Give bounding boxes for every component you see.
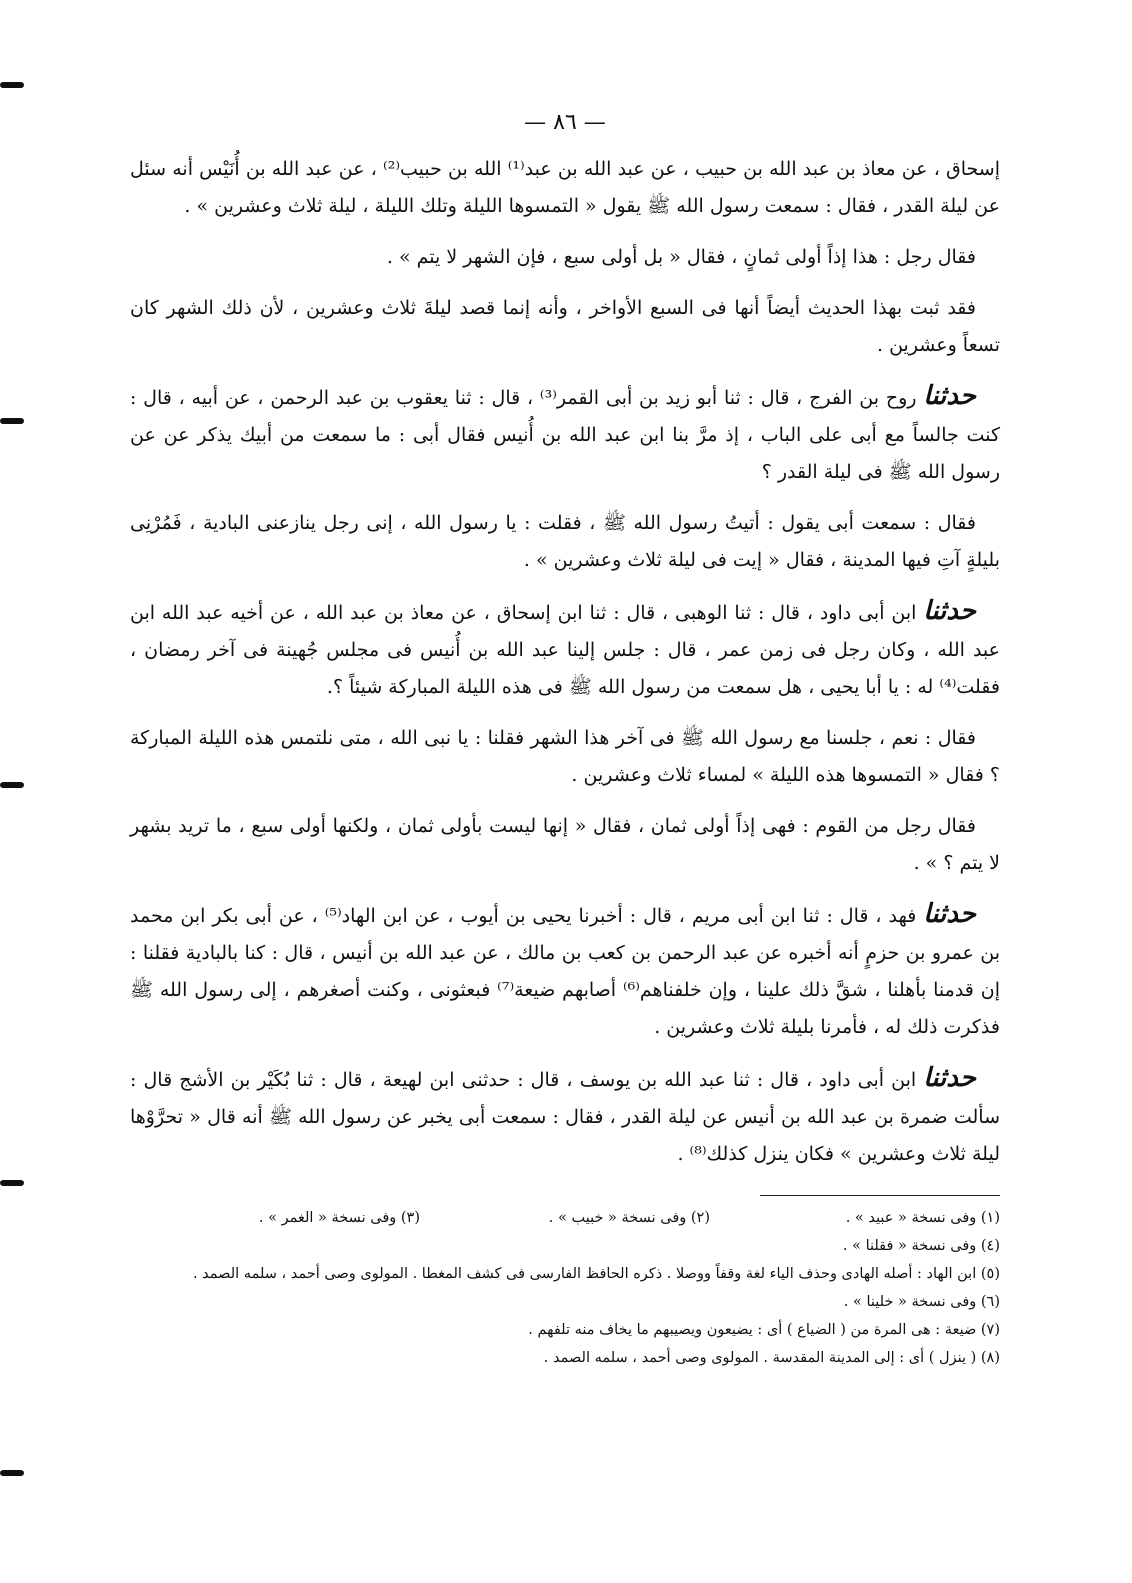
hadith-lead-word: حدثنا: [923, 1063, 976, 1093]
page-edge-mark: [0, 1470, 24, 1476]
paragraph: [130, 151, 1000, 225]
footnote-5: (٥) ابن الهاد : أصله الهادى وحذف الياء لغة وقفاً ووصلا . ذكره الحافظ الفارسى فى كشف المغطا . المولوى وصى أحمد ، سلمه الصمد .: [192, 1266, 1000, 1282]
footnote-8: (٨) ( ينزل ) أى : إلى المدينة المقدسة . المولوى وصى أحمد ، سلمه الصمد .: [543, 1350, 1000, 1366]
paragraph-text: فقد ثبت بهذا الحديث أيضاً أنها فى السبع الأواخر ، وأنه إنما قصد ليلةَ ثلاث وعشرين ، لأن ذلك الشهر كان تسعاً وعشرين .: [130, 297, 1000, 356]
paragraph-text: فقال : سمعت أبى يقول : أتيتُ رسول الله ﷺ ، فقلت : يا رسول الله ، إنى رجل ينازعنى البادية ، فَمُرْنِى بليلةٍ آتِ فيها المدينة ، فقال « إيت فى ليلة ثلاث وعشرين » .: [130, 512, 1000, 571]
page-edge-mark: [0, 782, 24, 788]
paragraph-text: روح بن الفرج ، قال : ثنا أبو زيد بن أبى القمر⁽³⁾ ، قال : ثنا يعقوب بن عبد الرحمن ، عن أبيه ، قال : كنت جالساً مع أبى على الباب ، إذ مرَّ بنا ابن عبد الله بن أُنيس فقال أبى : ما سمعت من أبيك يذكر عن عن رسول الله ﷺ فى ليلة القدر ؟: [130, 387, 1000, 483]
paragraph: [130, 593, 1000, 706]
footnote-7: (٧) ضيعة : هى المرة من ( الضياع ) أى : يضيعون ويصيبهم ما يخاف منه تلفهم .: [528, 1322, 1000, 1338]
page-edge-mark: [0, 418, 24, 424]
page-edge-mark: [0, 82, 24, 88]
paragraph: [130, 1060, 1000, 1173]
paragraph: [130, 505, 1000, 579]
paragraph-text: فهد ، قال : ثنا ابن أبى مريم ، قال : أخبرنا يحيى بن أيوب ، عن ابن الهاد⁽⁵⁾ ، عن أبى بكر ابن محمد بن عمرو بن حزمٍ أنه أخبره عن عبد الرحمن بن كعب بن مالك ، عن عبد الله بن أنيس ، قال : كنا بالبادية فقلنا : إن قدمنا بأهلنا ، شقَّ ذلك علينا ، وإن خلفناهم⁽⁶⁾ أصابهم ضيعة⁽⁷⁾ فبعثونى ، وكنت أصغرهم ، إلى رسول الله ﷺ فذكرت ذلك له ، فأمرنا بليلة ثلاث وعشرين .: [130, 905, 1000, 1038]
footnote-2: (٢) وفى نسخة « خبيب » .: [548, 1210, 710, 1226]
paragraph: [130, 896, 1000, 1046]
paragraph-text: إسحاق ، عن معاذ بن عبد الله بن حبيب ، عن عبد الله بن عبد⁽¹⁾ الله بن حبيب⁽²⁾ ، عن عبد الله بن أُنَيْس أنه سئل عن ليلة القدر ، فقال : سمعت رسول الله ﷺ يقول « التمسوها الليلة وتلك الليلة ، ليلة ثلاث وعشرين » .: [130, 158, 1001, 217]
paragraph-text: فقال رجل من القوم : فهى إذاً أولى ثمان ، فقال « إنها ليست بأولى ثمان ، ولكنها أولى سبع ، ما تريد بشهر لا يتم ؟ » .: [130, 815, 1000, 874]
footnote-1: (١) وفى نسخة « عبيد » .: [845, 1210, 1000, 1226]
document-page: [130, 110, 1000, 1372]
paragraph-text: ابن أبى داود ، قال : ثنا عبد الله بن يوسف ، قال : حدثنى ابن لهيعة ، قال : ثنا بُكَيْر بن الأشج قال : سألت ضمرة بن عبد الله بن أنيس عن ليلة القدر ، فقال : سمعت أبى يخبر عن رسول الله ﷺ أنه قال « تحرَّوْها ليلة ثلاث وعشرين » فكان ينزل كذلك⁽⁸⁾ .: [130, 1069, 1000, 1165]
hadith-lead-word: حدثنا: [923, 899, 976, 929]
paragraph-text: فقال : نعم ، جلسنا مع رسول الله ﷺ فى آخر هذا الشهر فقلنا : يا نبى الله ، متى نلتمس هذه الليلة المباركة ؟ فقال « التمسوها هذه الليلة » لمساء ثلاث وعشرين .: [130, 727, 1000, 786]
paragraph: [130, 808, 1000, 882]
paragraph: [130, 290, 1000, 364]
paragraph: [130, 239, 1000, 276]
page-edge-mark: [0, 1180, 24, 1186]
page-number: — ٨٦ —: [524, 110, 606, 135]
paragraph-text: ابن أبى داود ، قال : ثنا الوهبى ، قال : ثنا ابن إسحاق ، عن معاذ بن عبد الله ، عن أخيه عبد الله ابن عبد الله ، وكان رجل فى زمن عمر ، قال : جلس إلينا عبد الله بن أُنيس فى مجلس جُهينة فى آخر رمضان ، فقلت⁽⁴⁾ له : يا أبا يحيى ، هل سمعت من رسول الله ﷺ فى هذه الليلة المباركة شيئاً ؟.: [130, 602, 1000, 698]
footnote-row: [130, 1204, 1000, 1232]
hadith-lead-word: حدثنا: [923, 596, 976, 626]
paragraph-text: فقال رجل : هذا إذاً أولى ثمانٍ ، فقال « بل أولى سبع ، فإن الشهر لا يتم » .: [386, 246, 976, 268]
footnote-3: (٣) وفى نسخة « الغمر » .: [258, 1210, 420, 1226]
footnote-4: (٤) وفى نسخة « فقلنا » .: [842, 1238, 1000, 1254]
paragraph: [130, 378, 1000, 491]
footnote-separator: [760, 1195, 1000, 1196]
hadith-lead-word: حدثنا: [923, 381, 976, 411]
footnotes: [130, 1204, 1000, 1372]
footnote-6: (٦) وفى نسخة « خلينا » .: [843, 1294, 1000, 1310]
paragraph: [130, 720, 1000, 794]
